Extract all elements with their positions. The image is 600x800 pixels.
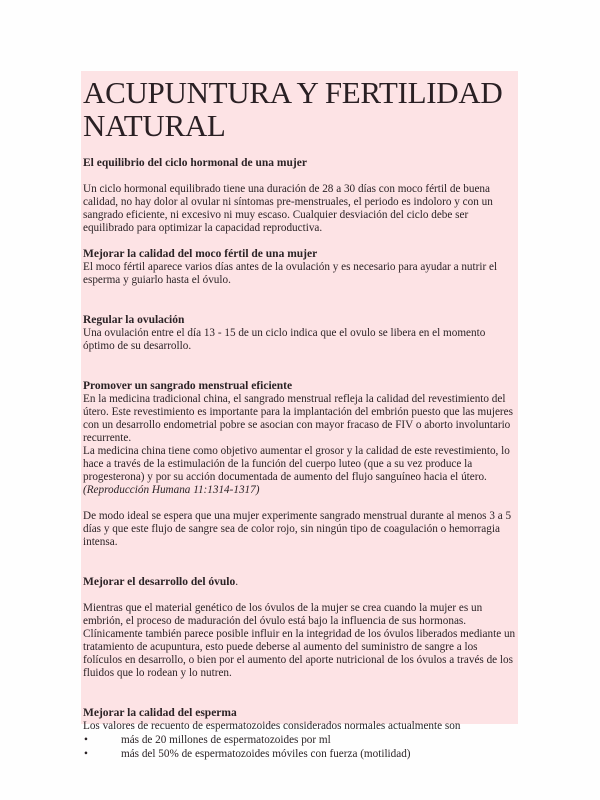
section-fertile-mucus (83, 248, 518, 287)
title-line-2: NATURAL (83, 108, 226, 143)
bullet-item (83, 747, 518, 761)
document-page (81, 71, 518, 760)
section-heading: Regular la ovulación (83, 314, 185, 326)
section-heading: El equilibrio del ciclo hormonal de una mujer (83, 157, 307, 169)
section-ovum-development (83, 576, 518, 680)
citation: (Reproducción Humana 11:1314-1317) (83, 484, 260, 496)
paragraph: Un ciclo hormonal equilibrado tiene una duración de 28 a 30 días con moco fértil de buena calidad, no hay dolor al ovular ni síntomas pre-menstruales, el periodo es indoloro y con un sangrado eficiente, ni excesivo ni muy escaso. Cualquier desviación del ciclo debe ser equilibrado para optimizar la capacidad reproductiva. (83, 183, 493, 234)
section-heading-suffix: . (235, 576, 239, 588)
section-hormonal-cycle (83, 157, 518, 235)
paragraph: La medicina china tiene como objetivo aumentar el grosor y la calidad de este revestimiento, lo hace a través de la estimulación de la función del cuerpo luteo (que a su vez produce la progesterona) y por su acción documentada de aumento del flujo sanguíneo hacia el útero. (83, 445, 510, 483)
bullet-icon: • (84, 734, 88, 746)
section-heading-text: Mejorar el desarrollo del óvulo (83, 576, 236, 588)
bullet-text: más de 20 millones de espermatozoides por ml (121, 734, 331, 746)
section-heading: Promover un sangrado menstrual eficiente (83, 380, 293, 392)
section-sperm-quality (83, 707, 518, 761)
bullet-icon: • (84, 748, 88, 760)
paragraph: Clínicamente también parece posible influir en la integridad de los óvulos liberados mediante un tratamiento de acupuntura, esto puede deberse al aumento del suministro de sangre a los folículos en desarrollo, o bien por el aumento del aporte nutricional de los óvulos a través de los fluidos que lo rodean y lo nutren. (83, 628, 516, 679)
paragraph: El moco fértil aparece varios días antes de la ovulación y es necesario para ayudar a nutrir el esperma y guiarlo hasta el óvulo. (83, 261, 498, 286)
section-heading: Mejorar la calidad del moco fértil de una mujer (83, 248, 318, 260)
section-menstrual-bleeding (83, 380, 518, 549)
section-ovulation (83, 314, 518, 353)
section-heading (83, 576, 518, 589)
bullet-item (83, 733, 518, 747)
paragraph: Una ovulación entre el día 13 - 15 de un ciclo indica que el ovulo se libera en el momento óptimo de su desarrollo. (83, 327, 486, 352)
paragraph: Los valores de recuento de espermatozoides considerados normales actualmente son (83, 720, 461, 732)
bullet-text: más del 50% de espermatozoides móviles con fuerza (motilidad) (121, 748, 411, 760)
paragraph: En la medicina tradicional china, el sangrado menstrual refleja la calidad del revestimiento del útero. Este revestimiento es importante para la implantación del embrión puesto que las mujeres con un desarrollo endometrial pobre se asocian con mayor fracaso de FIV o aborto involuntario recurrente. (83, 393, 513, 444)
title-line-1: ACUPUNTURA Y FERTILIDAD (83, 75, 503, 110)
section-heading: Mejorar la calidad del esperma (83, 707, 237, 719)
paragraph: Mientras que el material genético de los óvulos de la mujer se crea cuando la mujer es un embrión, el proceso de maduración del óvulo está bajo la influencia de sus hormonas. (83, 602, 483, 627)
bullet-list (83, 733, 518, 761)
document-title (83, 76, 518, 142)
paragraph: De modo ideal se espera que una mujer experimente sangrado menstrual durante al menos 3 a 5 días y que este flujo de sangre sea de color rojo, sin ningún tipo de coagulación o hemorragia intensa. (83, 510, 512, 548)
